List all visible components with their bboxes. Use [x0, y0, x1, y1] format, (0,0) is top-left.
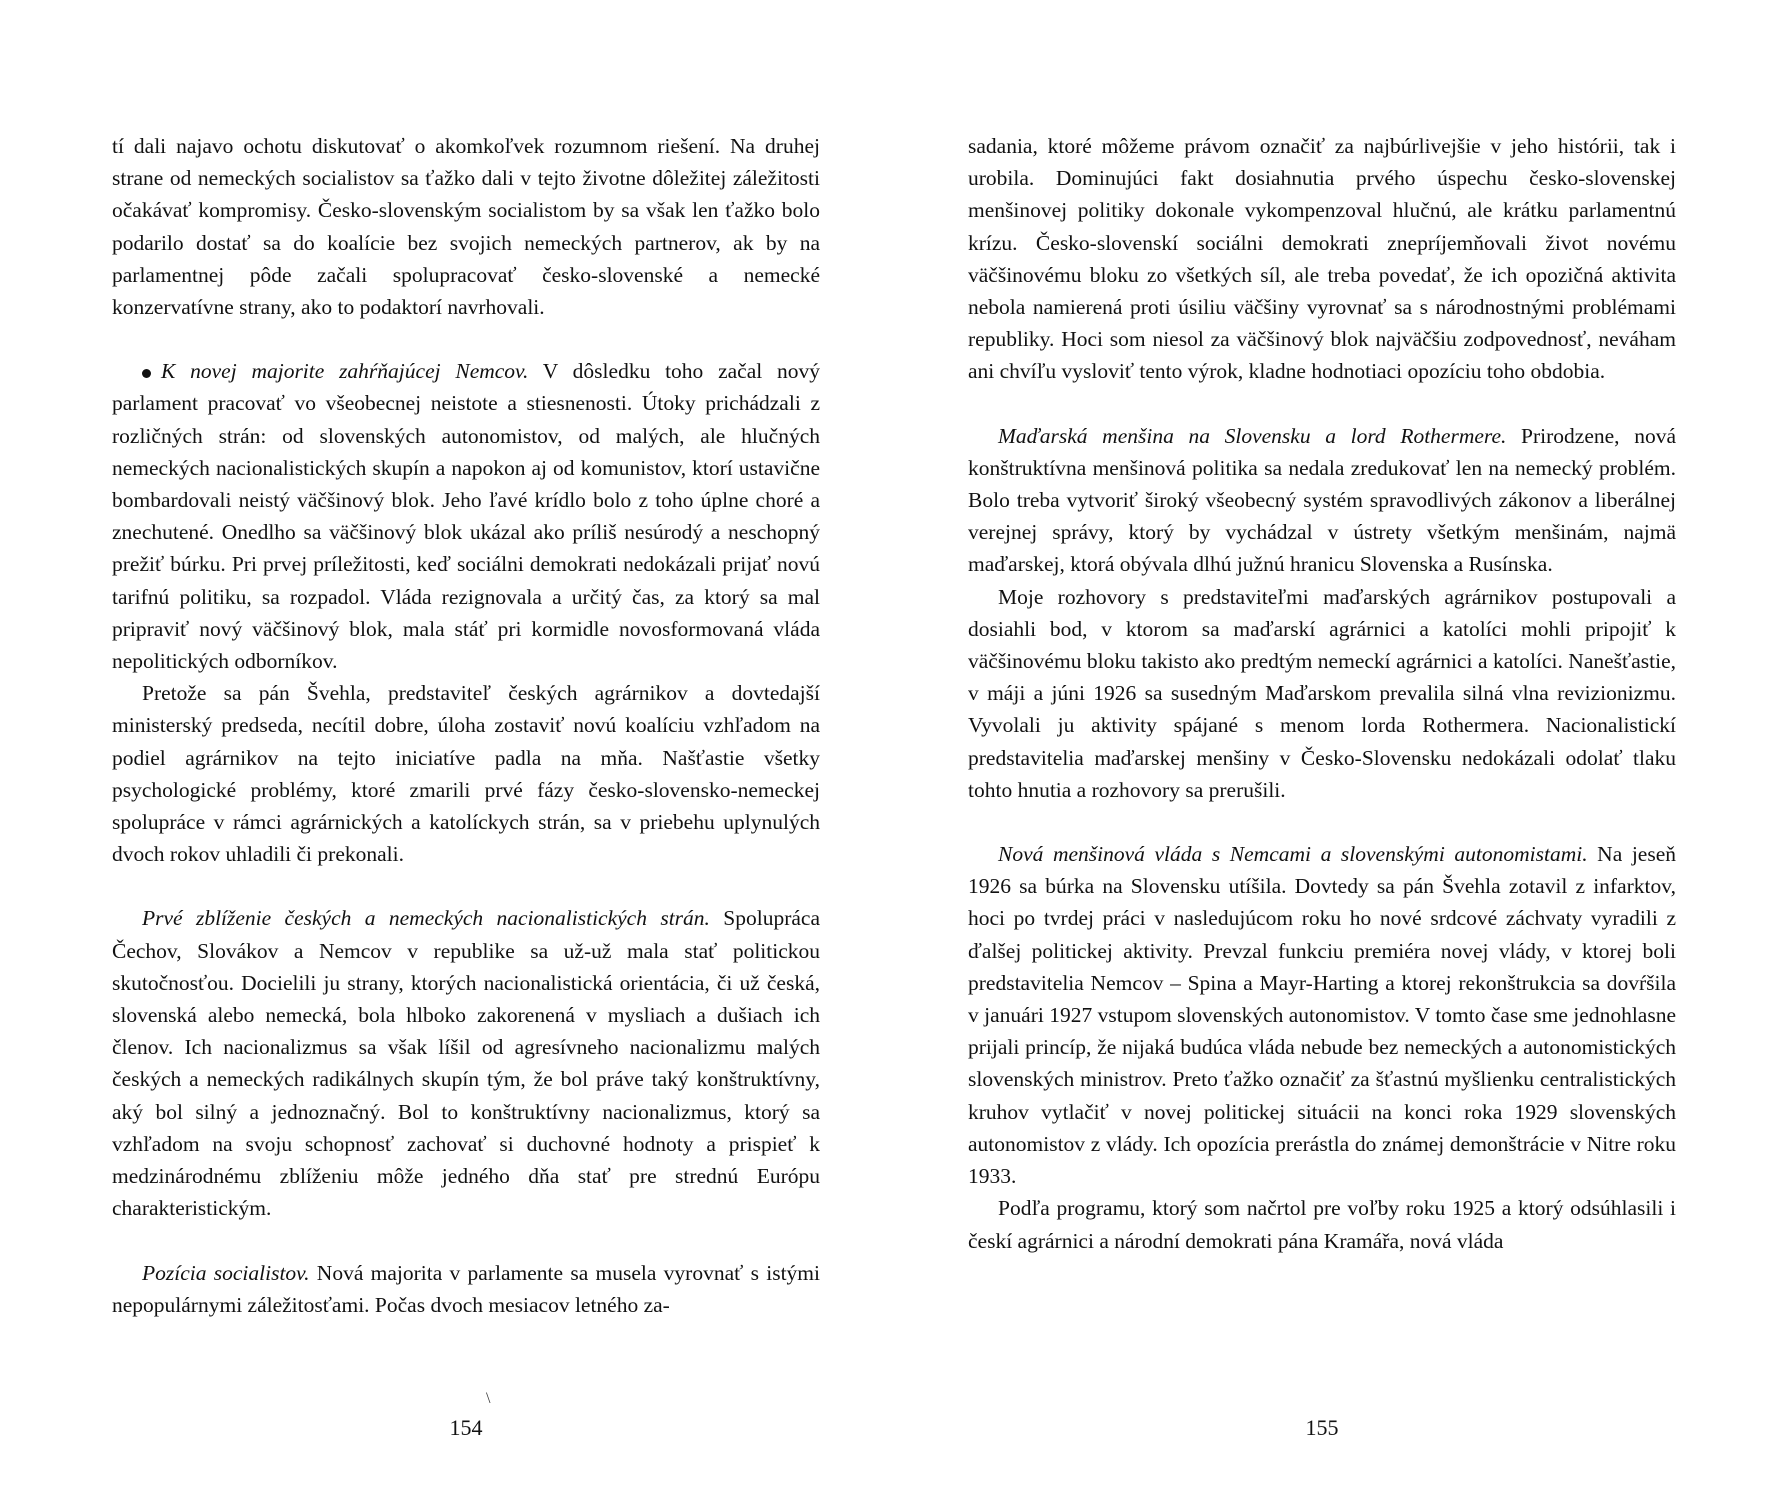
paragraph — [112, 1257, 820, 1321]
bullet-icon — [142, 369, 151, 378]
section-heading: Nová menšinová vláda s Nemcami a slovenskými autonomistami. — [998, 842, 1588, 867]
paragraph-text: V dôsledku toho začal nový parlament pracovať vo všeobecnej neistote a stiesnenosti. Útoky prichádzali z rozličných strán: od slovenských autonomistov, od malých, ale hlučných nemeckých nacionalistických skupín a napokon aj od komunistov, ktorí ustavične bombardovali neistý väčšinový blok. Jeho ľavé krídlo bolo z toho úplne choré a znechutené. Onedlho sa väčšinový blok ukázal ako príliš nesúrodý a neschopný prežiť búrku. Pri prvej príležitosti, keď sociálni demokrati nedokázali prijať novú tarifnú politiku, sa rozpadol. Vláda rezignovala a určitý čas, za ktorý sa mal pripraviť nový väčšinový blok, mala stáť pri kormidle novosformovaná vláda nepolitických odborníkov. — [112, 359, 820, 674]
paragraph-text: Pretože sa pán Švehla, predstaviteľ českých agrárnikov a dovtedajší ministerský predseda, necítil dobre, úloha zostaviť novú koalíciu vzhľadom na podiel agrárnikov na tejto iniciatíve padla na mňa. Našťastie všetky psychologické problémy, ktoré zmarili prvé fázy česko-slovensko-nemeckej spolupráce v rámci agrárnických a katolíckych strán, sa v priebehu uplynulých dvoch rokov uhladili či prekonali. — [112, 681, 820, 867]
paragraph — [112, 355, 820, 677]
section-heading: Prvé zblíženie českých a nemeckých nacionalistických strán. — [142, 906, 710, 931]
paragraph — [968, 420, 1676, 581]
paragraph-text: Moje rozhovory s predstaviteľmi maďarských agrárnikov postupovali a dosiahli bod, v ktorom sa maďarskí agrárnici a katolíci mohli pripojiť k väčšinovému bloku takisto ako predtým nemeckí agrárnici a katolíci. Nanešťastie, v máji a júni 1926 sa susedným Maďarskom prevalila silná vlna revizionizmu. Vyvolali ju aktivity spájané s menom lorda Rothermera. Nacionalistickí predstavitelia maďarskej menšiny v Česko-Slovensku nedokázali odolať tlaku tohto hnutia a rozhovory sa prerušili. — [968, 584, 1676, 802]
paragraph-text: Nová majorita v parlamente sa musela vyrovnať s istými nepopulárnymi záležitosťami. Počas dvoch mesiacov letného za- — [112, 1260, 820, 1317]
paragraph — [968, 838, 1676, 1192]
paragraph-text: Spolupráca Čechov, Slovákov a Nemcov v republike sa už-už mala stať politickou skutočnosťou. Docielili ju strany, ktorých nacionalistická orientácia, či už česká, slovenská alebo nemecká, bola hlboko zakorenená v mysliach a dušiach ich členov. Ich nacionalizmus sa však líšil od agresívneho nacionalizmu malých českých a nemeckých radikálnych skupín tým, že bol práve taký konštruktívny, aký bol silný a jednoznačný. Bol to konštruktívny nacionalizmus, ktorý sa vzhľadom na svoju schopnosť zachovať si duchovné hodnoty a prispieť k medzinárodnému zblíženiu môže jedného dňa stať pre strednú Európu charakteristickým. — [112, 906, 821, 1221]
paragraph-text: Na jeseň 1926 sa búrka na Slovensku utíšila. Dovtedy sa pán Švehla zotavil z infarktov, hoci po tvrdej práci v nasledujúcom roku ho nové srdcové záchvaty vyradili z ďalšej politickej aktivity. Prevzal funkciu premiéra novej vlády, v ktorej boli predstavitelia Nemcov – Spina a Mayr-Harting a ktorej rekonštrukcia sa dovŕšila v januári 1927 vstupom slovenských autonomistov. V tomto čase sme jednohlasne prijali princíp, že nijaká budúca vláda nebude bez nemeckých a autonomistických slovenských ministrov. Preto ťažko označiť za šťastnú myšlienku centralistických kruhov vytlačiť v novej politickej situácii na konci roka 1929 slovenských autonomistov z vlády. Ich opozícia prerástla do známej demonštrácie v Nitre roku 1933. — [968, 842, 1676, 1189]
paragraph — [112, 130, 820, 323]
page-number: 154 — [449, 1415, 483, 1440]
right-page — [968, 130, 1676, 1460]
paragraph-text: Podľa programu, ktorý som načrtol pre voľby roku 1925 a ktorý odsúhlasili i českí agrárnici a národní demokrati pána Kramářa, nová vláda — [968, 1196, 1676, 1253]
page-number: 155 — [1305, 1415, 1339, 1440]
section-heading: K novej majorite zahŕňajúcej Nemcov. — [161, 359, 529, 384]
paragraph-text: sadania, ktoré môžeme právom označiť za najbúrlivejšie v jeho histórii, tak i urobila. Dominujúci fakt dosiahnutia prvého úspechu česko-slovenskej menšinovej politiky dokonale vykompenzoval hlučnú, ale krátku parlamentnú krízu. Česko-slovenskí sociálni demokrati znepríjemňovali život novému väčšinovému bloku zo všetkých síl, ale treba povedať, že ich opozičná aktivita nebola namierená proti úsiliu väčšiny vyrovnať sa s národnostnými problémami republiky. Hoci som niesol za väčšinový blok najväčšiu zodpovednosť, neváham ani chvíľu vysloviť tento výrok, kladne hodnotiaci opozíciu toho obdobia. — [968, 134, 1676, 384]
paragraph — [112, 677, 820, 870]
right-page-text — [968, 130, 1676, 1257]
section-heading: Pozícia socialistov. — [142, 1260, 310, 1285]
section-heading: Maďarská menšina na Slovensku a lord Rothermere. — [998, 423, 1507, 448]
left-page-text — [112, 130, 820, 1321]
paragraph — [968, 1192, 1676, 1256]
paragraph-text: Prirodzene, nová konštruktívna menšinová politika sa nedala zredukovať len na nemecký problém. Bolo treba vytvoriť široký všeobecný systém spravodlivých zákonov a liberálnej verejnej správy, ktorý by vychádzal v ústrety všetkým menšinám, najmä maďarskej, ktorá obývala dlhú južnú hranicu Slovenska a Rusínska. — [968, 423, 1676, 577]
left-page — [112, 130, 820, 1460]
stray-mark: \ — [486, 1390, 491, 1407]
paragraph — [968, 130, 1676, 388]
paragraph — [968, 581, 1676, 806]
paragraph — [112, 902, 820, 1224]
paragraph-text: tí dali najavo ochotu diskutovať o akomkoľvek rozumnom riešení. Na druhej strane od nemeckých socialistov sa ťažko dali v tejto životne dôležitej záležitosti očakávať kompromisy. Česko-slovenským socialistom by sa však len ťažko bolo podarilo dostať sa do koalície bez svojich nemeckých partnerov, ak by na parlamentnej pôde začali spolupracovať česko-slovenské a nemecké konzervatívne strany, ako to podaktorí navrhovali. — [112, 134, 820, 320]
